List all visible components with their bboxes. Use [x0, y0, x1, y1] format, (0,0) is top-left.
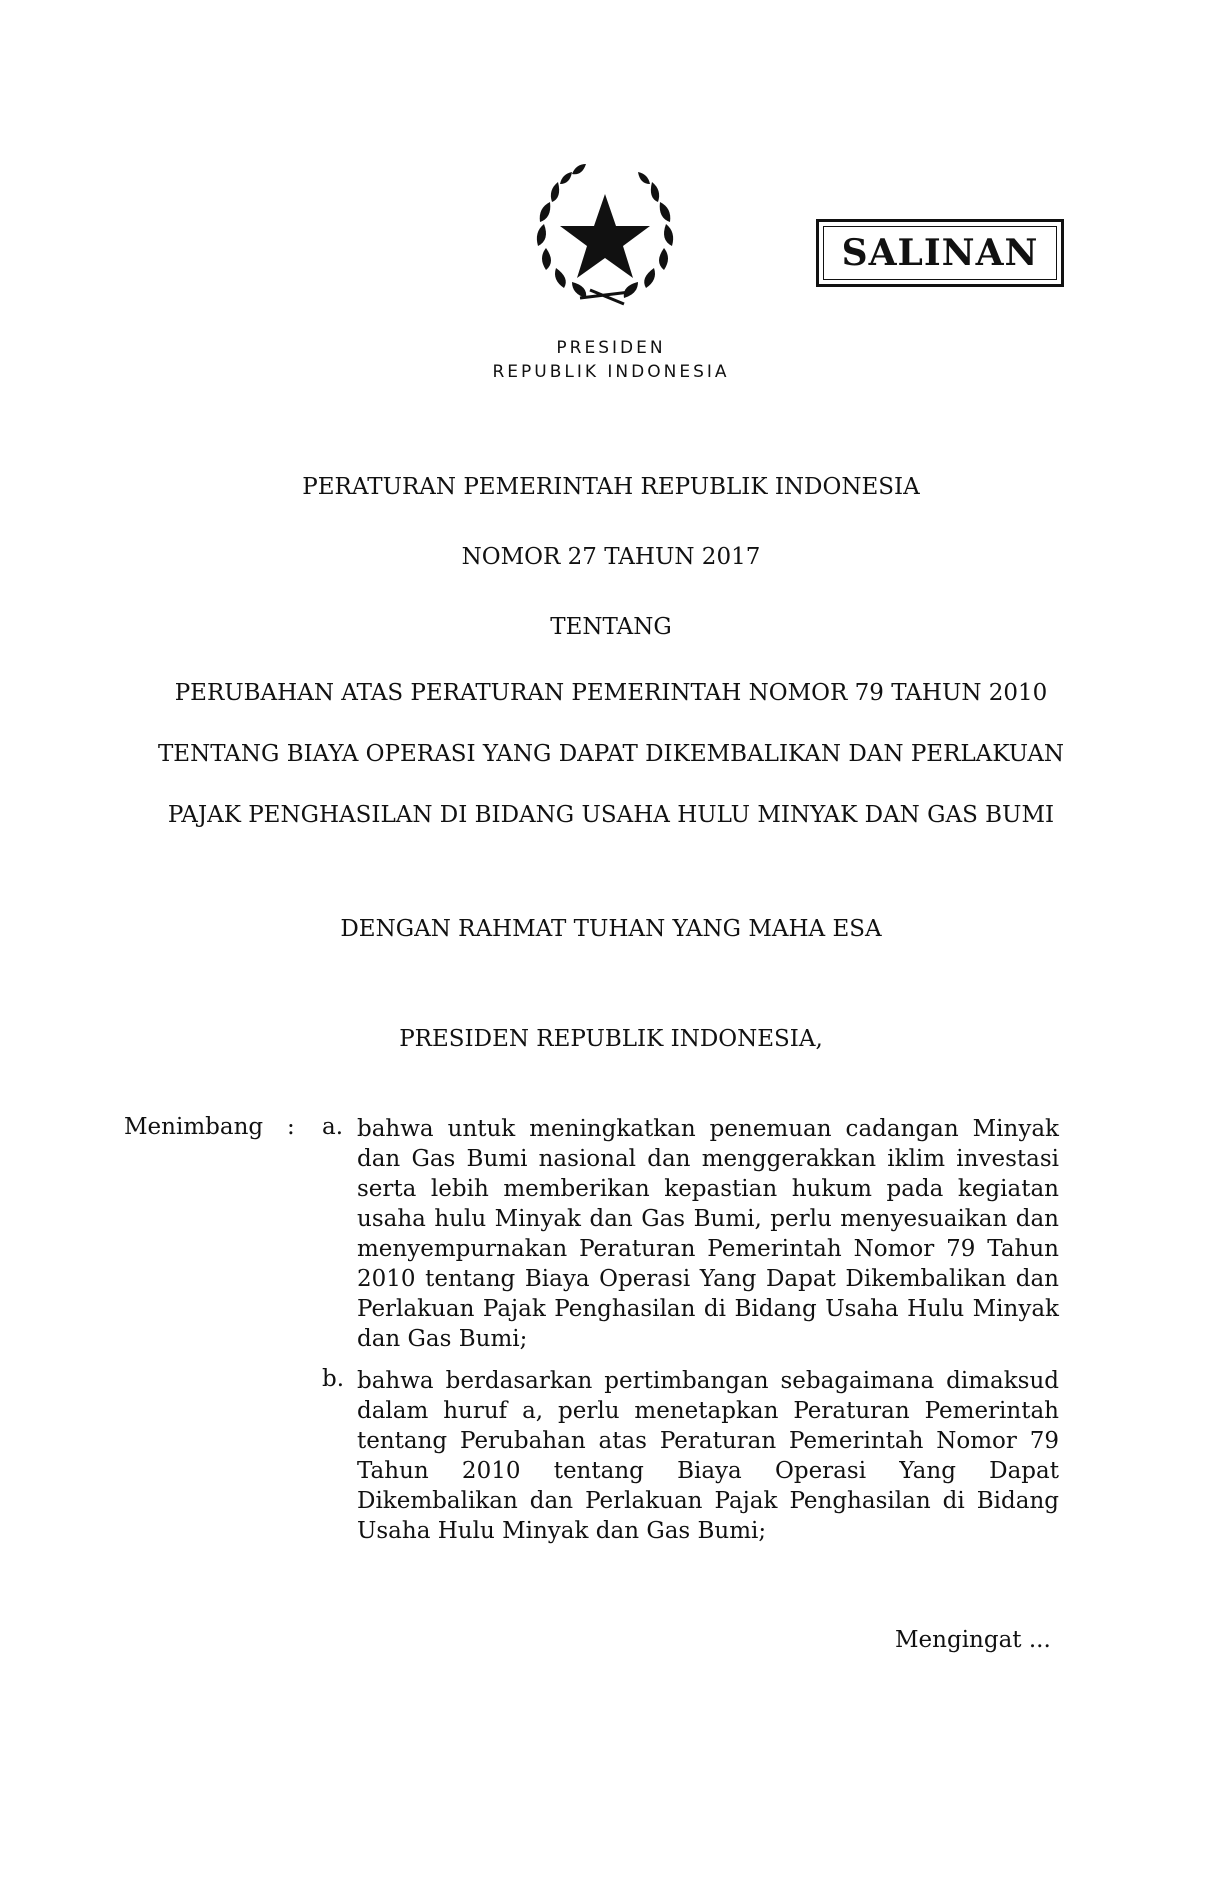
salinan-stamp: SALINAN — [816, 219, 1064, 287]
menimbang-item-b-marker: b. — [322, 1366, 345, 1392]
menimbang-colon: : — [287, 1114, 295, 1140]
page-continuation: Mengingat ... — [895, 1627, 1051, 1653]
menimbang-item-b-text: bahwa berdasarkan pertimbangan sebagaimana dimaksud dalam huruf a, perlu menetapkan Peraturan Pemerintah tentang Perubahan atas Peraturan Pemerintah Nomor 79 Tahun 2010 tentang Biaya Operasi Yang Dapat Dikembalikan dan Perlakuan Pajak Penghasilan di Bidang Usaha Hulu Minyak dan Gas Bumi; — [357, 1368, 1059, 1544]
preamble-presiden: PRESIDEN REPUBLIK INDONESIA, — [399, 1026, 823, 1052]
regulation-subject-line1: PERUBAHAN ATAS PERATURAN PEMERINTAH NOMOR 79 TAHUN 2010 — [174, 680, 1048, 706]
preamble-rahmat: DENGAN RAHMAT TUHAN YANG MAHA ESA — [340, 916, 882, 942]
regulation-title: PERATURAN PEMERINTAH REPUBLIK INDONESIA — [302, 474, 920, 500]
institution-line-presiden: PRESIDEN — [556, 338, 666, 358]
menimbang-item-a-text: bahwa untuk meningkatkan penemuan cadangan Minyak dan Gas Bumi nasional dan menggerakkan iklim investasi serta lebih memberikan kepastian hukum pada kegiatan usaha hulu Minyak dan Gas Bumi, perlu menyesuaikan dan menyempurnakan Peraturan Pemerintah Nomor 79 Tahun 2010 tentang Biaya Operasi Yang Dapat Dikembalikan dan Perlakuan Pajak Penghasilan di Bidang Usaha Hulu Minyak dan Gas Bumi; — [357, 1116, 1059, 1352]
regulation-subject-line3: PAJAK PENGHASILAN DI BIDANG USAHA HULU MINYAK DAN GAS BUMI — [167, 802, 1055, 828]
garuda-emblem-icon — [520, 152, 690, 312]
regulation-subject-line2: TENTANG BIAYA OPERASI YANG DAPAT DIKEMBALIKAN DAN PERLAKUAN — [157, 741, 1065, 767]
menimbang-label: Menimbang — [124, 1114, 264, 1140]
regulation-number: NOMOR 27 TAHUN 2017 — [461, 544, 761, 570]
menimbang-item-a-marker: a. — [322, 1114, 344, 1140]
institution-line-republik: REPUBLIK INDONESIA — [492, 362, 730, 382]
regulation-tentang: TENTANG — [550, 614, 672, 640]
